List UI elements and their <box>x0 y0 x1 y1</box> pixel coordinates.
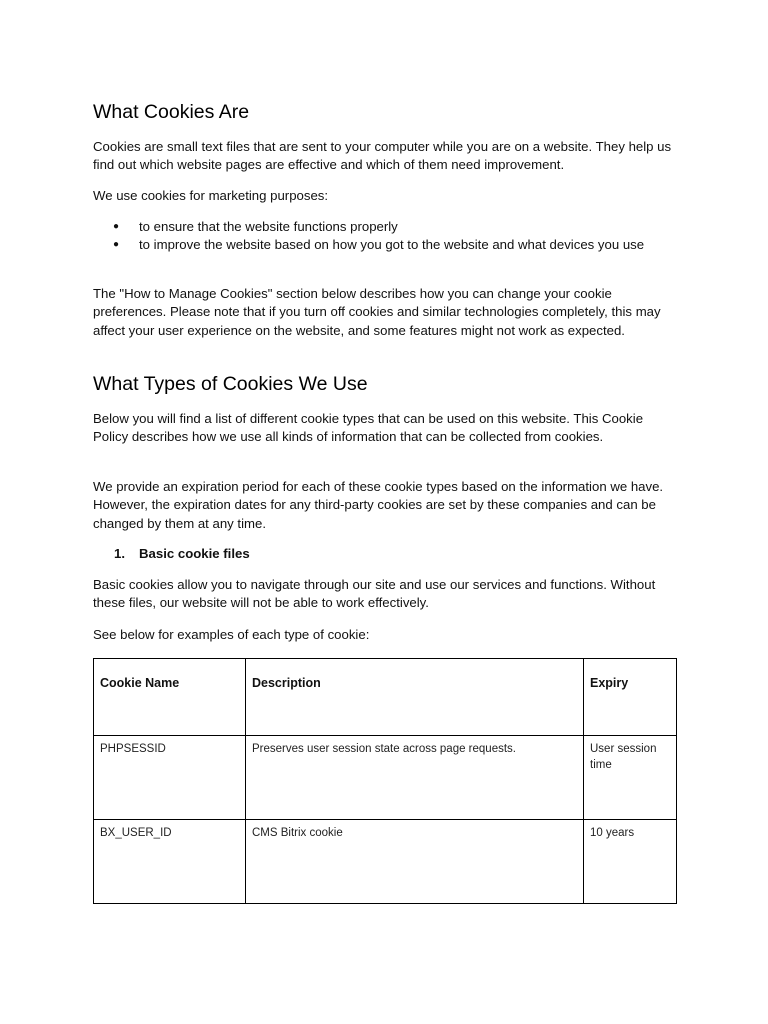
cookie-examples-table <box>93 658 677 904</box>
table-header-row <box>94 659 677 736</box>
bullet-icon: ● <box>113 221 120 232</box>
list-item-title: Basic cookie files <box>139 546 250 561</box>
paragraph-basic-cookies: Basic cookies allow you to navigate through our site and use our services and functions. Without these files, our website will not be able to work effectively. <box>93 577 656 611</box>
list-number: 1. <box>114 546 125 561</box>
bullet-icon: ● <box>113 239 120 251</box>
numbered-list-cookie-types <box>93 545 250 563</box>
table-cell-description: CMS Bitrix cookie <box>246 820 584 904</box>
paragraph-marketing-purposes: We use cookies for marketing purposes: <box>93 188 329 203</box>
table-cell-description: Preserves user session state across page requests. <box>246 736 584 820</box>
table-header-cookie-name: Cookie Name <box>94 659 246 736</box>
table-row <box>94 820 677 904</box>
list-item-text: to improve the website based on how you got to the website and what devices you use <box>139 237 645 253</box>
list-item-text: to ensure that the website functions properly <box>139 219 398 234</box>
list-item <box>93 236 678 254</box>
paragraph-cookie-types-list: Below you will find a list of different cookie types that can be used on this website. This Cookie Policy describes how we use all kinds of information that can be collected from cookies. <box>93 411 644 445</box>
table-cell-cookie-name: PHPSESSID <box>94 736 246 820</box>
bullet-list-purposes <box>93 218 678 255</box>
heading-what-cookies-are: What Cookies Are <box>93 101 250 123</box>
paragraph-cookies-intro: Cookies are small text files that are sent to your computer while you are on a website. They help us find out which website pages are effective and which of them need improvement. <box>93 139 672 173</box>
table-cell-expiry: 10 years <box>584 820 677 904</box>
heading-types-of-cookies: What Types of Cookies We Use <box>93 373 368 395</box>
table-header-expiry: Expiry <box>584 659 677 736</box>
paragraph-expiration-period: We provide an expiration period for each of these cookie types based on the information we have. However, the expiration dates for any third-party cookies are set by these companies and can be changed by them at any time. <box>93 479 664 531</box>
table-header-description: Description <box>246 659 584 736</box>
list-item <box>93 218 678 236</box>
paragraph-see-examples: See below for examples of each type of cookie: <box>93 627 370 642</box>
paragraph-manage-cookies-note: The "How to Manage Cookies" section below describes how you can change your cookie preferences. Please note that if you turn off cookies and similar technologies completely, this may affect your user experience on the website, and some features might not work as expected. <box>93 286 661 338</box>
table-cell-expiry: User session time <box>584 736 677 820</box>
list-item <box>93 545 250 563</box>
table-cell-cookie-name: BX_USER_ID <box>94 820 246 904</box>
table-row <box>94 736 677 820</box>
